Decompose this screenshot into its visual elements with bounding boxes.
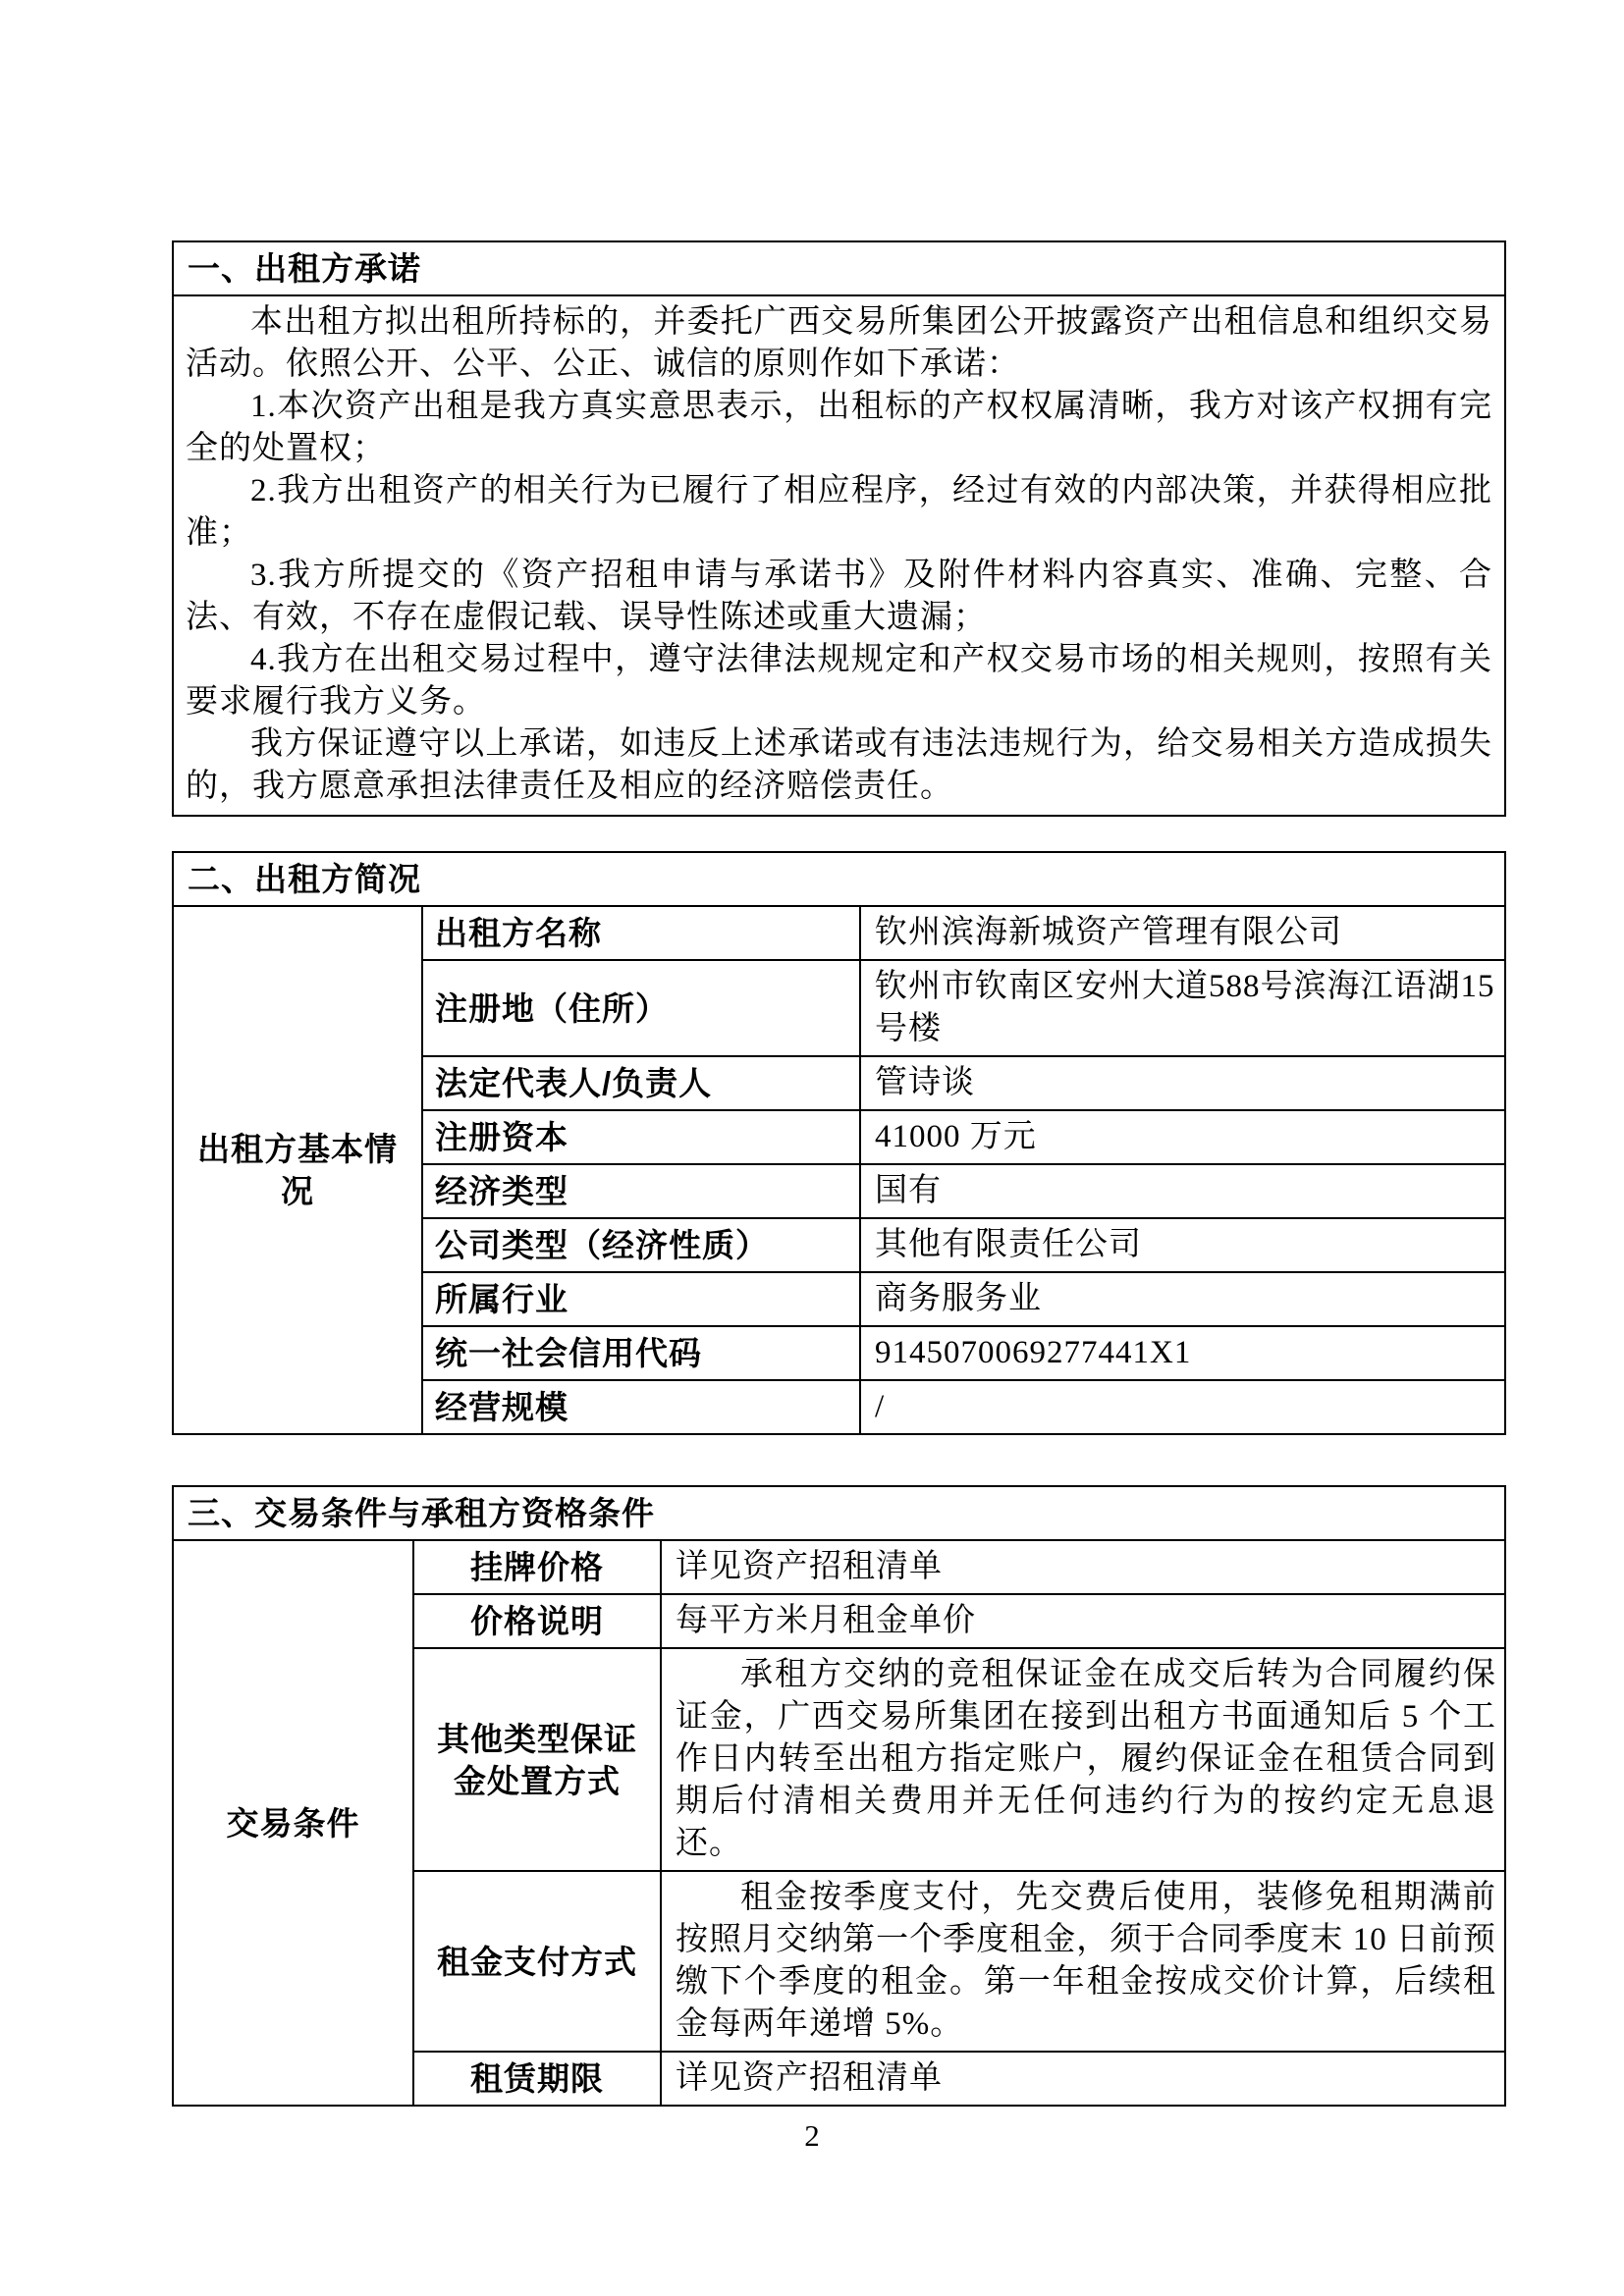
row-label: 统一社会信用代码: [422, 1326, 860, 1380]
section2-header-row: [173, 852, 1505, 906]
row-label: 其他类型保证金处置方式: [413, 1648, 661, 1871]
row-label: 出租方名称: [422, 906, 860, 960]
section3-header-row: [173, 1486, 1505, 1540]
lessor-profile-table: [172, 851, 1506, 1435]
commitment-paragraph: 本出租方拟出租所持标的，并委托广西交易所集团公开披露资产出租信息和组织交易活动。依照公开、公平、公正、诚信的原则作如下承诺：: [186, 304, 1492, 382]
transaction-conditions-table: [172, 1485, 1506, 2107]
row-label: 经营规模: [422, 1380, 860, 1434]
row-value: 其他有限责任公司: [860, 1218, 1505, 1272]
commitment-paragraph: 1.本次资产出租是我方真实意思表示，出租标的产权权属清晰，我方对该产权拥有完全的处置权；: [186, 389, 1492, 466]
row-label: 租赁期限: [413, 2052, 661, 2106]
section1-body-row: [173, 295, 1505, 816]
row-value: 9145070069277441X1: [860, 1326, 1505, 1380]
row-value: 钦州市钦南区安州大道588号滨海江语湖15号楼: [860, 960, 1505, 1056]
lessor-commitment-table: [172, 240, 1506, 817]
section2-group-label: 出租方基本情况: [173, 906, 422, 1434]
row-value: 每平方米月租金单价: [661, 1594, 1505, 1648]
row-label: 注册地（住所）: [422, 960, 860, 1056]
row-label: 经济类型: [422, 1164, 860, 1218]
section1-header-row: [173, 241, 1505, 295]
row-value: 详见资产招租清单: [661, 2052, 1505, 2106]
row-value: 管诗谈: [860, 1056, 1505, 1110]
row-value: 41000 万元: [860, 1110, 1505, 1164]
row-value: [661, 1648, 1505, 1871]
section3-group-label: 交易条件: [173, 1540, 413, 2106]
section3-title: 三、交易条件与承租方资格条件: [173, 1486, 1505, 1540]
table-row: [173, 1540, 1505, 1594]
section1-body-cell: [173, 295, 1505, 816]
row-value: 国有: [860, 1164, 1505, 1218]
page-number: 2: [804, 2118, 820, 2153]
table-row: [173, 906, 1505, 960]
row-label: 所属行业: [422, 1272, 860, 1326]
row-value: /: [860, 1380, 1505, 1434]
deposit-disposal-text: 承租方交纳的竞租保证金在成交后转为合同履约保证金，广西交易所集团在接到出租方书面通知后 5 个工作日内转至出租方指定账户，履约保证金在租赁合同到期后付清相关费用并无任何违约行为的按约定无息退还。: [676, 1657, 1497, 1861]
section2-title: 二、出租方简况: [173, 852, 1505, 906]
row-label: 法定代表人/负责人: [422, 1056, 860, 1110]
row-label: 租金支付方式: [413, 1871, 661, 2052]
section1-title: 一、出租方承诺: [173, 241, 1505, 295]
row-value: 钦州滨海新城资产管理有限公司: [860, 906, 1505, 960]
row-label: 注册资本: [422, 1110, 860, 1164]
commitment-paragraph: 4.我方在出租交易过程中，遵守法律法规规定和产权交易市场的相关规则，按照有关要求履行我方义务。: [186, 642, 1492, 720]
row-label: 价格说明: [413, 1594, 661, 1648]
row-label: 挂牌价格: [413, 1540, 661, 1594]
rent-payment-text: 租金按季度支付，先交费后使用，装修免租期满前按照月交纳第一个季度租金，须于合同季度末 10 日前预缴下个季度的租金。第一年租金按成交价计算，后续租金每两年递增 5%。: [676, 1880, 1497, 2042]
commitment-paragraph: 3.我方所提交的《资产招租申请与承诺书》及附件材料内容真实、准确、完整、合法、有效，不存在虚假记载、误导性陈述或重大遗漏；: [186, 558, 1492, 635]
row-value: [661, 1871, 1505, 2052]
row-value: 详见资产招租清单: [661, 1540, 1505, 1594]
commitment-paragraph: 我方保证遵守以上承诺，如违反上述承诺或有违法违规行为，给交易相关方造成损失的，我方愿意承担法律责任及相应的经济赔偿责任。: [186, 726, 1492, 804]
row-label: 公司类型（经济性质）: [422, 1218, 860, 1272]
row-value: 商务服务业: [860, 1272, 1505, 1326]
commitment-paragraph: 2.我方出租资产的相关行为已履行了相应程序，经过有效的内部决策，并获得相应批准；: [186, 473, 1492, 551]
